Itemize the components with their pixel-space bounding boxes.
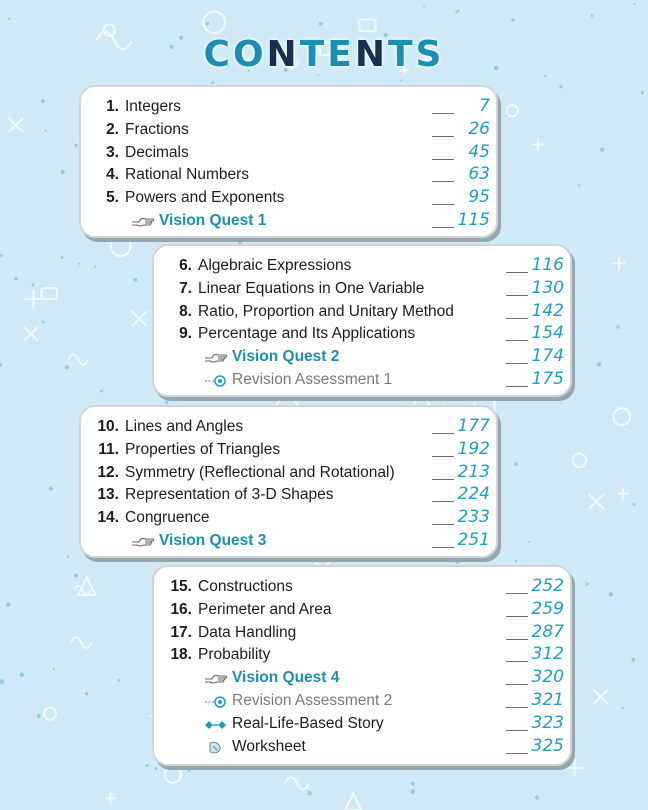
chapter-page-number — [432, 416, 490, 438]
chapter-title: Symmetry (Reflectional and Rotational) — [125, 463, 395, 481]
section-title: Vision Quest 4 — [232, 669, 340, 687]
chapter-page-number — [506, 323, 564, 345]
chapter-number: 16. — [170, 600, 192, 618]
page-number: 251 — [457, 530, 490, 550]
page-number: 320 — [531, 667, 564, 688]
chapter-number: 14. — [97, 509, 119, 527]
section-page-number — [506, 369, 564, 391]
contents-group-2 — [152, 244, 572, 397]
contents-group-3 — [79, 405, 498, 558]
page-number: 175 — [531, 369, 564, 389]
title-letter: T — [299, 34, 328, 75]
leader-line — [432, 159, 454, 160]
leader-line — [432, 204, 454, 205]
page-number: 312 — [531, 644, 564, 665]
section-title: Vision Quest 2 — [232, 348, 340, 366]
leader-line — [432, 113, 454, 114]
leader-line — [432, 547, 454, 548]
page-number: 177 — [457, 416, 490, 436]
page-number: 224 — [457, 484, 490, 505]
chapter-page-number — [432, 164, 490, 186]
title-letter: N — [266, 34, 300, 75]
leader-line — [432, 524, 454, 525]
title-letter: O — [232, 34, 267, 75]
leader-line — [432, 501, 454, 502]
worksheet-icon — [204, 740, 228, 754]
chapter-page-number — [506, 599, 564, 621]
chapter-number: 8. — [179, 302, 192, 320]
section-title: Worksheet — [232, 737, 306, 755]
page-number: 95 — [468, 187, 490, 208]
leader-line — [432, 136, 454, 137]
chapter-page-number — [506, 644, 564, 666]
chapter-page-number — [432, 507, 490, 529]
chapter-title: Powers and Exponents — [125, 189, 285, 207]
chapter-title: Integers — [125, 98, 182, 115]
leader-line — [506, 363, 528, 364]
title-letter: S — [415, 34, 445, 75]
page-number: 259 — [531, 598, 564, 619]
chapter-title: Algebraic Expressions — [198, 257, 352, 274]
page-number: 174 — [531, 346, 564, 367]
chapter-number: 4. — [106, 166, 119, 184]
leader-line — [506, 386, 528, 387]
chapter-title: Rational Numbers — [125, 166, 250, 184]
section-page-number — [506, 736, 564, 758]
chapter-title: Linear Equations in One Variable — [198, 279, 425, 297]
chapter-title: Data Handling — [198, 623, 297, 641]
page-number: 130 — [531, 277, 564, 298]
section-page-number — [506, 690, 564, 712]
page-number: 192 — [457, 438, 490, 459]
section-page-number — [506, 346, 564, 368]
chapter-title: Percentage and Its Applications — [198, 325, 416, 343]
page-number: 323 — [531, 712, 564, 733]
leader-line — [432, 456, 454, 457]
leader-line — [506, 639, 528, 640]
chapter-number: 2. — [106, 120, 119, 138]
chapter-number: 18. — [170, 646, 192, 664]
pointing-hand-icon — [131, 214, 155, 228]
page-number: 142 — [531, 300, 564, 321]
chapter-number: 12. — [97, 463, 119, 481]
title-letter: T — [387, 34, 416, 75]
page-number: 7 — [479, 96, 490, 116]
section-title: Revision Assessment 2 — [232, 692, 393, 709]
pointing-hand-icon — [131, 534, 155, 548]
chapter-number: 15. — [170, 578, 192, 595]
section-page-number — [506, 713, 564, 735]
page-number: 154 — [531, 323, 564, 344]
chapter-title: Probability — [198, 646, 271, 664]
page-number: 26 — [468, 118, 490, 139]
page-number: 63 — [468, 164, 490, 185]
page-number: 213 — [457, 461, 490, 482]
target-arrow-icon — [204, 694, 228, 708]
section-title: Vision Quest 3 — [159, 532, 267, 549]
leader-line — [506, 707, 528, 708]
chapter-number: 9. — [179, 325, 192, 343]
leader-line — [506, 295, 528, 296]
section-title: Vision Quest 1 — [159, 212, 267, 229]
chapter-page-number — [506, 278, 564, 300]
leader-line — [506, 616, 528, 617]
contents-title — [0, 34, 648, 75]
page-number: 115 — [457, 210, 490, 230]
section-page-number — [506, 667, 564, 689]
leader-line — [432, 479, 454, 480]
section-title: Revision Assessment 1 — [232, 371, 393, 388]
leader-line — [506, 318, 528, 319]
page-number: 233 — [457, 507, 490, 528]
leader-line — [506, 661, 528, 662]
page-number: 116 — [531, 255, 564, 275]
page-number: 321 — [531, 690, 564, 710]
chapter-page-number — [432, 462, 490, 484]
leader-line — [506, 730, 528, 731]
chapter-number: 7. — [179, 279, 192, 297]
chapter-title: Lines and Angles — [125, 418, 244, 435]
page-number: 252 — [531, 576, 564, 596]
chapter-page-number — [506, 301, 564, 323]
target-arrow-icon — [204, 373, 228, 387]
chapter-page-number — [432, 142, 490, 164]
chapter-page-number — [432, 439, 490, 461]
chapter-number: 17. — [170, 623, 192, 641]
chapter-title: Congruence — [125, 509, 210, 527]
pointing-hand-icon — [204, 350, 228, 364]
chapter-title: Ratio, Proportion and Unitary Method — [198, 302, 454, 320]
chapter-page-number — [432, 187, 490, 209]
chapter-page-number — [506, 255, 564, 277]
chapter-title: Fractions — [125, 120, 189, 138]
chapter-number: 1. — [106, 98, 119, 115]
chapter-page-number — [432, 96, 490, 118]
leader-line — [506, 593, 528, 594]
chapter-number: 13. — [97, 486, 119, 504]
chapter-number: 3. — [106, 143, 119, 161]
chapter-title: Representation of 3-D Shapes — [125, 486, 334, 504]
chapter-number: 6. — [179, 257, 192, 274]
leader-line — [432, 181, 454, 182]
chapter-page-number — [432, 484, 490, 506]
chapter-title: Decimals — [125, 143, 189, 161]
page-number: 45 — [468, 141, 490, 162]
chapter-title: Properties of Triangles — [125, 440, 281, 458]
title-letter: C — [203, 34, 233, 75]
leader-line — [432, 227, 454, 228]
leader-line — [506, 340, 528, 341]
chapter-number: 11. — [98, 440, 119, 458]
page-number: 287 — [531, 621, 564, 642]
section-title: Real-Life-Based Story — [232, 714, 384, 732]
leader-line — [506, 272, 528, 273]
title-letter: E — [327, 34, 355, 75]
contents-group-1 — [79, 85, 498, 238]
leader-line — [506, 753, 528, 754]
chapter-number: 10. — [97, 418, 119, 435]
leader-line — [506, 684, 528, 685]
page-number: 325 — [531, 735, 564, 756]
pointing-hand-icon — [204, 671, 228, 685]
section-page-number — [432, 530, 490, 552]
chapter-page-number — [506, 576, 564, 598]
section-page-number — [432, 210, 490, 232]
chapter-title: Constructions — [198, 578, 293, 595]
contents-group-4 — [152, 565, 572, 766]
title-letter: N — [354, 34, 388, 75]
chapter-page-number — [506, 622, 564, 644]
chapter-number: 5. — [106, 189, 119, 207]
chapter-title: Perimeter and Area — [198, 600, 332, 618]
leader-line — [432, 433, 454, 434]
chapter-page-number — [432, 119, 490, 141]
diamond-arrow-icon — [204, 717, 228, 731]
